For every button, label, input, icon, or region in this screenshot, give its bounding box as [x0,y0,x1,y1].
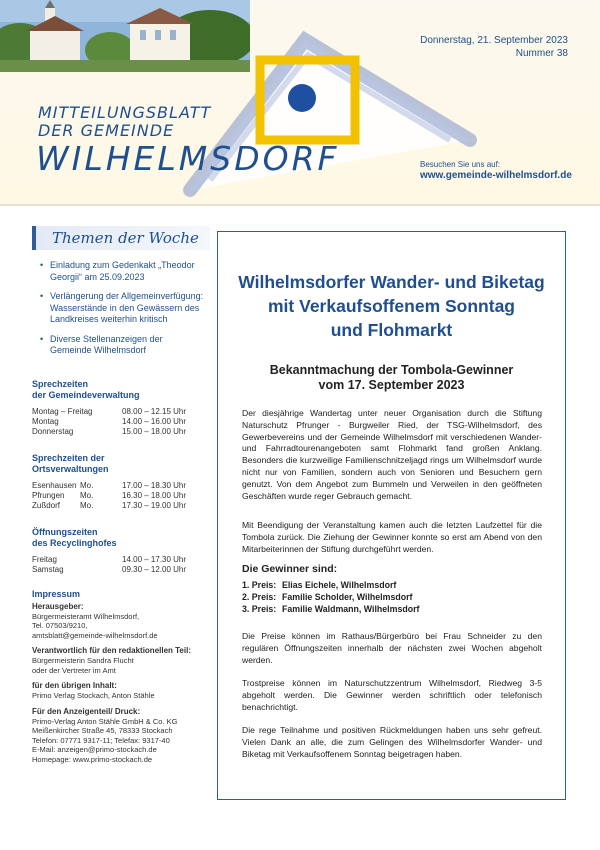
topics-list [32,260,204,357]
issue-info [420,34,568,60]
topics-heading: Themen der Woche [32,226,210,250]
main-article [217,231,566,800]
recycling-heading: Öffnungszeiten des Recyclinghofes [32,526,117,548]
topic-item[interactable]: • Diverse Stellenanzeigen der Gemeinde Wilhelmsdorf [32,334,204,357]
paragraph: Die rege Teilnahme und positiven Rückmeldungen haben uns sehr gefreut. Vielen Dank an alle, die zum Gelingen des Wilhelmsdorfer Wander- und Biketag mit Verkaufsoffenem Sonntag beigetragen haben. [242,725,542,759]
masthead [0,0,600,205]
winners-list [242,579,419,615]
local-offices-section [32,453,204,511]
topic-item[interactable]: • Einladung zum Gedenkakt „Theodor Georgii“ am 25.09.2023 [32,260,204,283]
paragraph: Trostpreise können im Naturschutzzentrum Wilhelmsdorf, Riedweg 3-5 abgeholt werden. Die Gewinner werden schriftlich oder telefonisch benachrichtigt. [242,678,542,712]
visit-label: Besuchen Sie uns auf: [420,160,501,169]
masthead-subtitle: MITTEILUNGSBLATT DER GEMEINDE [38,103,212,140]
issue-date: Donnerstag, 21. September 2023 [420,35,568,46]
issue-number: Nummer 38 [515,48,568,59]
office-hours-section [32,379,204,437]
hours-row: Samstag 09.30 – 12.00 Uhr [32,564,187,574]
office-hours-heading: Sprechzeiten der Gemeindeverwaltung [32,378,140,400]
topic-item[interactable]: • Verlängerung der Allgemeinverfügung: Wasserstände in den Gewässern des Landkreises weiterhin kritisch [32,291,204,326]
homepage-link[interactable]: Homepage: www.primo-stockach.de [32,754,153,764]
winner-row: 2. Preis: Familie Scholder, Wilhelmsdorf [242,592,413,602]
email-link[interactable]: E-Mail: anzeigen@primo-stockach.de [32,745,157,754]
winners-heading: Die Gewinner sind: [242,563,338,575]
hours-row: Pfrungen Mo. 16.30 – 18.00 Uhr [32,490,187,500]
hours-row: Montag – Freitag 08.00 – 12.15 Uhr [32,406,187,416]
paragraph: Der diesjährige Wandertag unter neuer Organisation durch die Stiftung Naturschutz Pfrunger - Burgweiler Ried, der TSG-Wilhelmsdorf, des Gewerbevereins und der Gemeinde Wilhelmsdorf mit verschiedenen Wander- und Fahrradtourenangeboten samt Flohmarkt fand großen Anklang. Besonders die kurzweilige Familienschnitzeljagd rings um Wilhelmsdorf wurde nicht nur von Familien, sondern auch von Senioren und Besuchern gern genutzt. Von dem Angebot zum Bummeln und Verweilen in den geöffneten Geschäften wurde reger Gebrauch gemacht. [242,408,542,501]
impressum-heading: Impressum [32,588,81,599]
header-divider [0,204,600,206]
article-title: Wilhelmsdorfer Wander- und Biketag mit Verkaufsoffenem Sonntag und Flohmarkt [238,272,545,340]
paragraph: Die Preise können im Rathaus/Bürgerbüro bei Frau Schneider zu den regulären Öffnungszeiten innerhalb der nächsten zwei Wochen abgeholt werden. [242,631,542,665]
winner-row: 1. Preis: Elias Eichele, Wilhelmsdorf [242,580,397,590]
sidebar [32,226,204,764]
hours-row: Esenhausen Mo. 17.00 – 18.30 Uhr [32,480,187,490]
impressum-section: Impressum Herausgeber: Bürgermeisteramt Wilhelmsdorf, Tel. 07503/9210, amtsblatt@gemeinde-wilhelmsdorf.de Verantwortlich für den redaktionellen Teil: Bürgermeisterin Sandra Flucht oder der Vertreter im Amt für den übrigen Inhalt: Primo Verlag Stockach, Anton Stähle Für den Anzeigenteil/ Druck: Primo-Verlag Anton Stähle GmbH & Co. KG Meißenkircher Straße 45, 78333 Stockach Telefon: 07771 9317-11; Telefax: 9317-40 E-Mail: anzeigen@primo-stockach.de Homepage: www.primo-stockach.de [32,589,204,765]
local-offices-heading: Sprechzeiten der Ortsverwaltungen [32,452,109,474]
paragraph: Mit Beendigung der Veranstaltung kamen auch die letzten Laufzettel für die Tombola zurück. Die Ziehung der Gewinner konnte so erst am Abend von den Mitarbeiterinnen der Stiftung durchgeführt werden. [242,520,542,554]
hours-row: Freitag 14.00 – 17.30 Uhr [32,554,187,564]
hours-row: Montag 14.00 – 16.00 Uhr [32,416,187,426]
article-subtitle: Bekanntmachung der Tombola-Gewinner vom 17. September 2023 [269,363,514,392]
recycling-section [32,527,204,575]
masthead-title: WILHELMSDORF [36,139,340,178]
website-link[interactable]: www.gemeinde-wilhelmsdorf.de [420,170,572,181]
email-link[interactable]: amtsblatt@gemeinde-wilhelmsdorf.de [32,630,158,640]
hours-row: Zußdorf Mo. 17.30 – 19.00 Uhr [32,500,187,510]
winner-row: 3. Preis: Familie Waldmann, Wilhelmsdorf [242,604,420,614]
hours-row: Donnerstag 15.00 – 18.00 Uhr [32,426,187,436]
